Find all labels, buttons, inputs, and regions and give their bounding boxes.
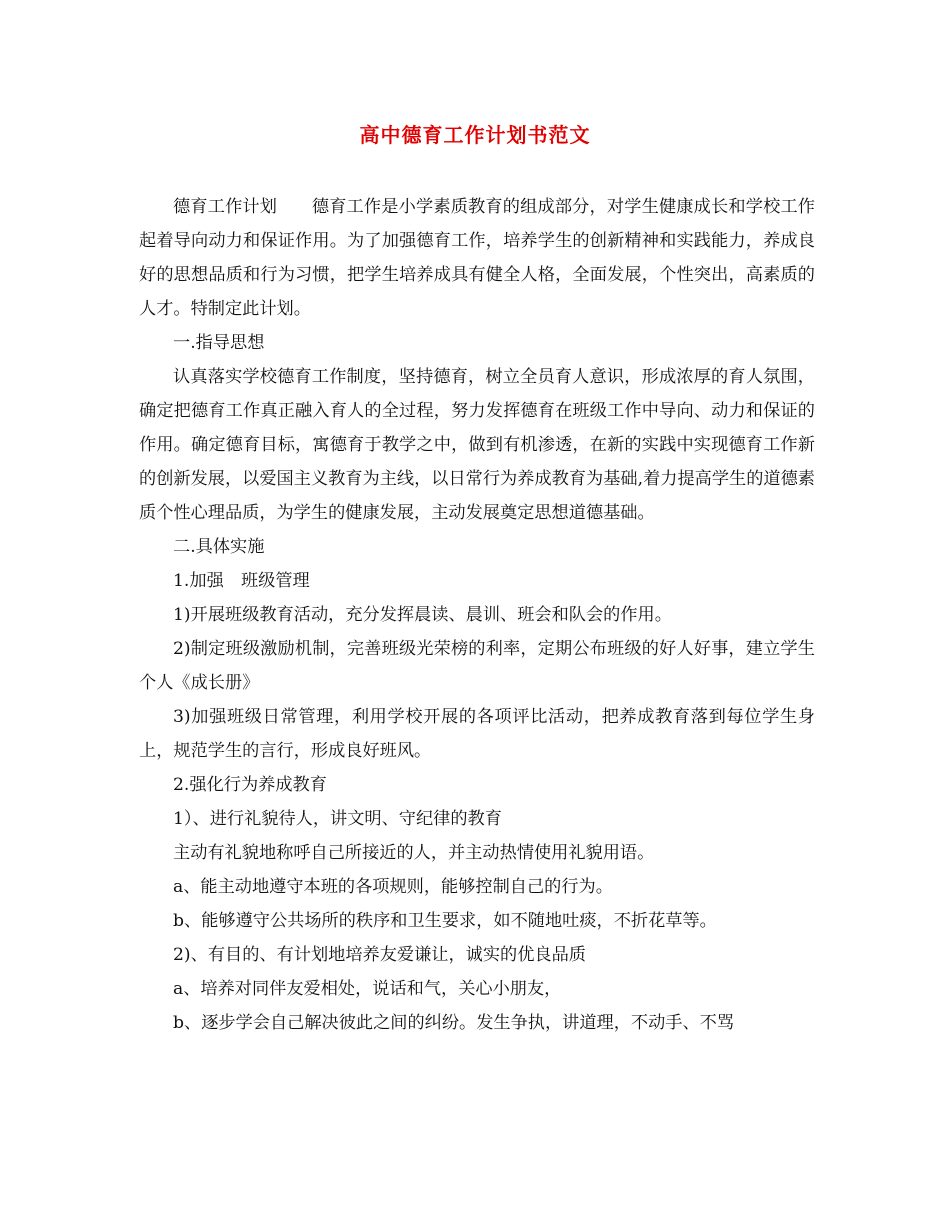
list-item: a、培养对同伴友爱相处，说话和气，关心小朋友， <box>173 979 562 999</box>
guiding-thought-paragraph: 认真落实学校德育工作制度，坚持德育，树立全员育人意识，形成浓厚的育人氛围，确定把德育工作真正融入育人的全过程，努力发挥德育在班级工作中导向、动力和保证的作用。确定德育目标，寓德育于教学之中，做到有机渗透，在新的实践中实现德育工作新的创新发展，以爱国主义教育为主线，以日常行为养成教育为基础,着力提高学生的道德素质个性心理品质，为学生的健康发展，主动发展奠定思想道德基础。 <box>139 367 815 523</box>
intro-paragraph: 德育工作计划 德育工作是小学素质教育的组成部分，对学生健康成长和学校工作起着导向动力和保证作用。为了加强德育工作，培养学生的创新精神和实践能力，养成良好的思想品质和行为习惯，把学生培养成具有健全人格，全面发展，个性突出，高素质的人才。特制定此计划。 <box>139 197 815 319</box>
list-item: 2)制定班级激励机制，完善班级光荣榜的利率，定期公布班级的好人好事，建立学生个人《成长册》 <box>139 639 815 693</box>
list-item: 1)开展班级教育活动，充分发挥晨读、晨训、班会和队会的作用。 <box>173 605 672 625</box>
section-heading-guiding-thought: 一.指导思想 <box>173 333 265 353</box>
subsection-heading-behavior-education: 2.强化行为养成教育 <box>173 775 327 795</box>
subsection-heading-class-management: 1.加强 班级管理 <box>173 571 310 591</box>
section-heading-implementation: 二.具体实施 <box>173 537 265 557</box>
document-title: 高中德育工作计划书范文 <box>359 123 591 147</box>
list-item: b、逐步学会自己解决彼此之间的纠纷。发生争执，讲道理，不动手、不骂 <box>173 1013 735 1033</box>
list-item: 3)加强班级日常管理，利用学校开展的各项评比活动，把养成教育落到每位学生身上，规范学生的言行，形成良好班风。 <box>139 707 815 761</box>
list-item: b、能够遵守公共场所的秩序和卫生要求，如不随地吐痰，不折花草等。 <box>173 911 717 931</box>
list-item: a、能主动地遵守本班的各项规则，能够控制自己的行为。 <box>173 877 613 897</box>
list-item: 主动有礼貌地称呼自己所接近的人，并主动热情使用礼貌用语。 <box>173 843 655 863</box>
list-item: 2)、有目的、有计划地培养友爱谦让，诚实的优良品质 <box>173 945 586 965</box>
document-body <box>139 190 815 1040</box>
list-item: 1）、进行礼貌待人，讲文明、守纪律的教育 <box>173 809 502 829</box>
